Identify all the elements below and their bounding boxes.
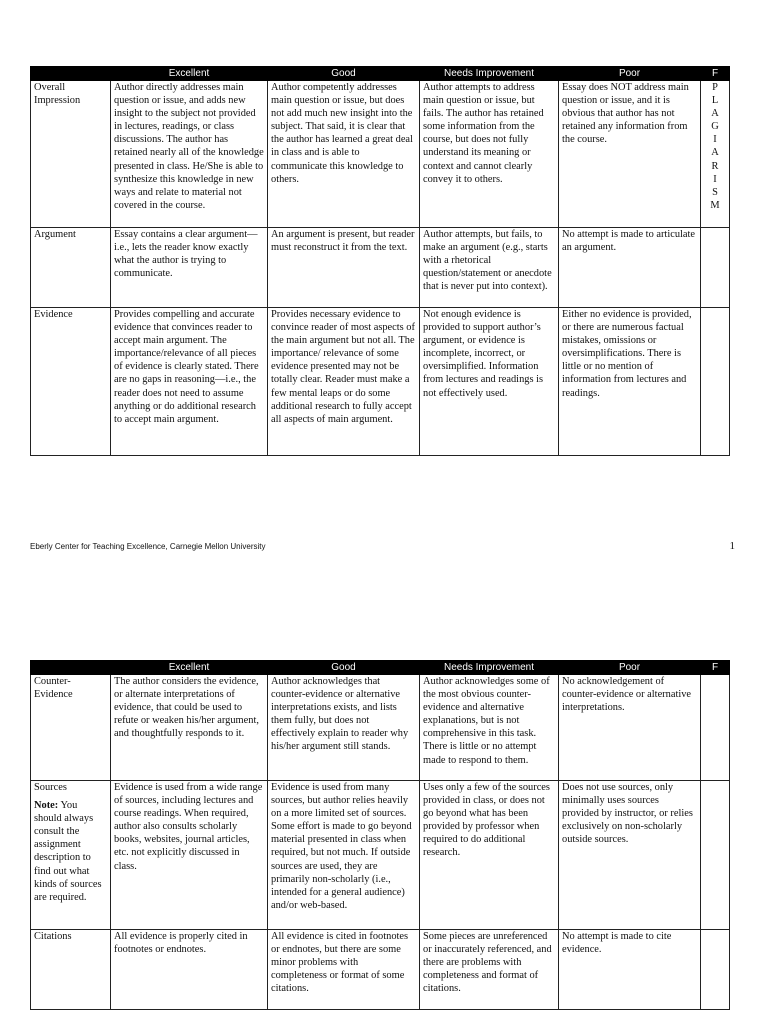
good-cell: Provides necessary evidence to convince reader of most aspects of the main argument but not all. The importance/ relevance of some evidence presented may not be totally clear. Reader must make a few mental leaps or do some additional research to fully accept all aspects of main argument. xyxy=(268,308,420,456)
header-poor: Poor xyxy=(559,67,701,81)
poor-cell: No attempt is made to cite evidence. xyxy=(559,930,701,1010)
plagiarism-letter: G xyxy=(711,121,719,133)
poor-cell: No attempt is made to articulate an argument. xyxy=(559,228,701,308)
plagiarism-letter: R xyxy=(711,160,719,172)
needs-improvement-cell: Author acknowledges some of the most obvious counter-evidence and alternative explanations, but is not comprehensive in this task. There is little or no attempt made to respond to them. xyxy=(420,675,559,781)
header-excellent: Excellent xyxy=(111,661,268,675)
page-number: 1 xyxy=(729,540,735,552)
excellent-cell: Provides compelling and accurate evidence that convinces reader to accept main argument. The importance/relevance of all pieces of evidence is clearly stated. There are no gaps in reasoning—i.e., the reader does not need to assume anything or do additional research to accept main argument. xyxy=(111,308,268,456)
plagiarism-cell xyxy=(701,675,730,781)
good-cell: An argument is present, but reader must reconstruct it from the text. xyxy=(268,228,420,308)
page-footer xyxy=(30,542,735,551)
plagiarism-letter: P xyxy=(712,82,718,93)
criterion-cell: Counter-Evidence xyxy=(31,675,111,781)
good-cell: Author competently addresses main question or issue, but does not add much new insight into the subject. That said, it is clear that the author has learned a great deal in class and is able to communicate this knowledge to others. xyxy=(268,81,420,228)
header-good: Good xyxy=(268,661,420,675)
header-f: F xyxy=(701,67,730,81)
table-row xyxy=(31,81,730,228)
rubric-table-page-1 xyxy=(30,66,730,456)
plagiarism-letter: A xyxy=(711,147,719,159)
table-row xyxy=(31,930,730,1010)
excellent-cell: The author considers the evidence, or alternate interpretations of evidence, that could be used to refute or weaken his/her argument, and thoughtfully responds to it. xyxy=(111,675,268,781)
plagiarism-letter: I xyxy=(713,173,717,185)
criterion-label: Sources xyxy=(34,782,67,793)
table-row xyxy=(31,675,730,781)
plagiarism-cell xyxy=(701,228,730,308)
plagiarism-letter: A xyxy=(711,108,719,120)
table-row xyxy=(31,781,730,930)
table-header-row xyxy=(31,661,730,675)
header-excellent: Excellent xyxy=(111,67,268,81)
plagiarism-cell xyxy=(701,81,730,228)
header-needs-improvement: Needs Improvement xyxy=(420,67,559,81)
plagiarism-letter: S xyxy=(712,186,718,198)
header-f: F xyxy=(701,661,730,675)
plagiarism-cell xyxy=(701,308,730,456)
note-text: You should always consult the assignment description to find out what kinds of sources are required. xyxy=(34,800,102,903)
poor-cell: Does not use sources, only minimally uses sources provided by instructor, or relies exclusively on non-scholarly outside sources. xyxy=(559,781,701,930)
criterion-cell: Argument xyxy=(31,228,111,308)
good-cell: Author acknowledges that counter-evidence or alternative interpretations exists, and lists them fully, but does not effectively explain to reader why his/her argument still stands. xyxy=(268,675,420,781)
criterion-cell xyxy=(31,781,111,930)
criterion-cell: Citations xyxy=(31,930,111,1010)
poor-cell: Either no evidence is provided, or there are numerous factual mistakes, omissions or oversimplifications. There is little or no mention of information from lectures and readings. xyxy=(559,308,701,456)
excellent-cell: Author directly addresses main question or issue, and adds new insight to the subject not provided in lectures, readings, or class discussions. The author has retained nearly all of the knowledge presented in class. He/She is able to synthesize this knowledge in new ways and relate to material not covered in the course. xyxy=(111,81,268,228)
criterion-cell: Overall Impression xyxy=(31,81,111,228)
excellent-cell: All evidence is properly cited in footnotes or endnotes. xyxy=(111,930,268,1010)
needs-improvement-cell: Not enough evidence is provided to support author’s argument, or evidence is incomplete, incorrect, or oversimplified. Information from lectures and readings is not effectively used. xyxy=(420,308,559,456)
criterion-cell: Evidence xyxy=(31,308,111,456)
excellent-cell: Essay contains a clear argument—i.e., lets the reader know exactly what the author is trying to communicate. xyxy=(111,228,268,308)
needs-improvement-cell: Author attempts, but fails, to make an argument (e.g., starts with a rhetorical question/statement or anecdote that is never put into context). xyxy=(420,228,559,308)
needs-improvement-cell: Some pieces are unreferenced or inaccurately referenced, and there are problems with completeness and format of citations. xyxy=(420,930,559,1010)
poor-cell: Essay does NOT address main question or issue, and it is obvious that author has not retained any information from the course. xyxy=(559,81,701,228)
header-poor: Poor xyxy=(559,661,701,675)
plagiarism-cell xyxy=(701,930,730,1010)
rubric-table-page-2 xyxy=(30,660,730,1010)
poor-cell: No acknowledgement of counter-evidence or alternative interpretations. xyxy=(559,675,701,781)
sources-note xyxy=(34,799,107,904)
table-header-row xyxy=(31,67,730,81)
table-row xyxy=(31,308,730,456)
plagiarism-letter: M xyxy=(710,199,720,211)
needs-improvement-cell: Uses only a few of the sources provided in class, or does not go beyond what has been provided by professor when required to do additional research. xyxy=(420,781,559,930)
needs-improvement-cell: Author attempts to address main question or issue, but fails. The author has retained some information from the course, but does not fully understand its meaning or context and cannot clearly convey it to others. xyxy=(420,81,559,228)
excellent-cell: Evidence is used from a wide range of sources, including lectures and course readings. When required, author also consults scholarly books, websites, journal articles, etc. not explicitly discussed in class. xyxy=(111,781,268,930)
note-label: Note: xyxy=(34,800,59,812)
plagiarism-cell xyxy=(701,781,730,930)
header-good: Good xyxy=(268,67,420,81)
header-needs-improvement: Needs Improvement xyxy=(420,661,559,675)
table-row xyxy=(31,228,730,308)
good-cell: Evidence is used from many sources, but author relies heavily on a more limited set of sources. Some effort is made to go beyond material presented in class when required, but not much. If outside sources are used, they are primarily non-scholarly (i.e., intended for a general audience) and/or web-based. xyxy=(268,781,420,930)
header-criterion xyxy=(31,67,111,81)
plagiarism-letter: I xyxy=(713,134,717,146)
header-criterion xyxy=(31,661,111,675)
plagiarism-letter: L xyxy=(711,95,719,107)
good-cell: All evidence is cited in footnotes or endnotes, but there are some minor problems with completeness or format of some citations. xyxy=(268,930,420,1010)
footer-institution: Eberly Center for Teaching Excellence, Carnegie Mellon University xyxy=(30,542,266,551)
